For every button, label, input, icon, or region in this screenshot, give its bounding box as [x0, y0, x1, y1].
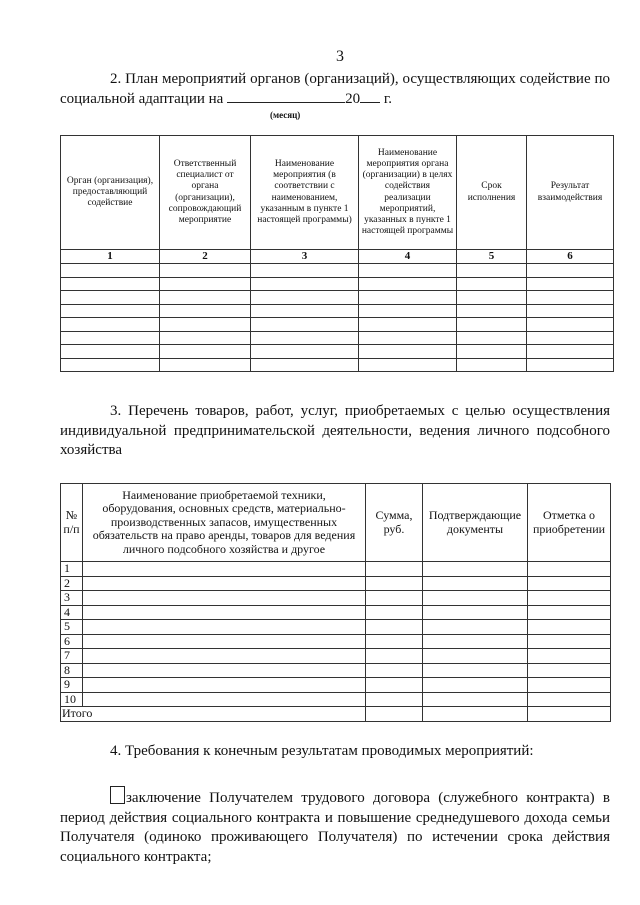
table-cell[interactable]: [251, 304, 359, 318]
requirement-checkbox[interactable]: [110, 786, 125, 804]
table-cell[interactable]: [251, 358, 359, 372]
table-cell[interactable]: [423, 620, 528, 635]
table-row: [61, 291, 614, 305]
header-cell: Наименование приобретаемой техники, оборудования, основных средств, материально-производственных запасов, имущественных обязательств на право аренды, товаров для ведения личного подсобного хозяйства и другое: [83, 484, 366, 562]
table-cell[interactable]: [160, 304, 251, 318]
table-row: [61, 576, 611, 591]
row-number: 6: [61, 634, 83, 649]
total-mark-cell[interactable]: [528, 707, 611, 722]
header-cell: Срок исполнения: [457, 136, 527, 250]
table-cell[interactable]: [61, 358, 160, 372]
table-row: [61, 304, 614, 318]
header-cell: Наименование мероприятия (в соответствии с наименованием, указанным в пункте 1 настоящей программы): [251, 136, 359, 250]
column-number: 6: [527, 250, 614, 264]
table-cell[interactable]: [83, 591, 366, 606]
table-row: [61, 620, 611, 635]
header-cell: Орган (организация), предоставляющий содействие: [61, 136, 160, 250]
table-cell[interactable]: [160, 291, 251, 305]
table-cell[interactable]: [528, 649, 611, 664]
table-cell[interactable]: [528, 678, 611, 693]
plan-table-header: [61, 136, 614, 250]
table-cell[interactable]: [61, 291, 160, 305]
table-cell[interactable]: [423, 692, 528, 707]
row-number: 8: [61, 663, 83, 678]
table-cell[interactable]: [83, 649, 366, 664]
table-cell[interactable]: [457, 304, 527, 318]
table-row: [61, 605, 611, 620]
section2-heading: [60, 70, 610, 109]
table-row: [61, 634, 611, 649]
table-cell[interactable]: [457, 345, 527, 359]
table-cell[interactable]: [160, 264, 251, 278]
row-number: 10: [61, 692, 83, 707]
table-row: [61, 562, 611, 577]
table-row: [61, 678, 611, 693]
header-cell: № п/п: [61, 484, 83, 562]
table-cell[interactable]: [83, 663, 366, 678]
column-number-row: [61, 250, 614, 264]
table-row: [61, 591, 611, 606]
table-cell[interactable]: [251, 345, 359, 359]
table-cell[interactable]: [457, 277, 527, 291]
table-cell[interactable]: [528, 605, 611, 620]
row-number: 4: [61, 605, 83, 620]
table-cell[interactable]: [527, 318, 614, 332]
header-cell: Сумма, руб.: [366, 484, 423, 562]
row-number: 3: [61, 591, 83, 606]
table-cell[interactable]: [61, 277, 160, 291]
table-cell[interactable]: [160, 358, 251, 372]
row-number: 1: [61, 562, 83, 577]
table-row: [61, 264, 614, 278]
table-cell[interactable]: [83, 678, 366, 693]
row-number: 5: [61, 620, 83, 635]
total-docs-cell[interactable]: [423, 707, 528, 722]
table-cell[interactable]: [527, 345, 614, 359]
table-cell[interactable]: [423, 605, 528, 620]
table-cell[interactable]: [366, 576, 423, 591]
table-cell[interactable]: [366, 634, 423, 649]
table-row: [61, 358, 614, 372]
table-cell[interactable]: [160, 331, 251, 345]
table-cell[interactable]: [359, 345, 457, 359]
column-number: 5: [457, 250, 527, 264]
table-cell[interactable]: [527, 277, 614, 291]
table-cell[interactable]: [251, 331, 359, 345]
table-cell[interactable]: [61, 345, 160, 359]
row-number: 2: [61, 576, 83, 591]
row-number: 7: [61, 649, 83, 664]
plan-table: [60, 135, 614, 372]
header-cell: Наименование мероприятия органа (организации) в целях содействия реализации мероприятий, указанных в пункте 1 настоящей программы: [359, 136, 457, 250]
table-cell[interactable]: [423, 634, 528, 649]
table-cell[interactable]: [528, 692, 611, 707]
purchases-table-header: [61, 484, 611, 562]
table-cell[interactable]: [423, 576, 528, 591]
table-cell[interactable]: [366, 620, 423, 635]
table-cell[interactable]: [423, 663, 528, 678]
table-cell[interactable]: [359, 277, 457, 291]
header-cell: Результат взаимодействия: [527, 136, 614, 250]
table-cell[interactable]: [528, 620, 611, 635]
table-cell[interactable]: [528, 591, 611, 606]
table-cell[interactable]: [366, 663, 423, 678]
header-cell: Ответственный специалист от органа (организации), сопровождающий мероприятие: [160, 136, 251, 250]
table-cell[interactable]: [160, 277, 251, 291]
table-cell[interactable]: [366, 678, 423, 693]
header-cell: Отметка о приобретении: [528, 484, 611, 562]
table-cell[interactable]: [83, 562, 366, 577]
table-cell[interactable]: [528, 634, 611, 649]
table-cell[interactable]: [528, 562, 611, 577]
table-cell[interactable]: [359, 331, 457, 345]
table-cell[interactable]: [528, 576, 611, 591]
table-cell[interactable]: [527, 358, 614, 372]
table-cell[interactable]: [457, 318, 527, 332]
table-cell[interactable]: [83, 634, 366, 649]
table-cell[interactable]: [160, 345, 251, 359]
year-blank-field[interactable]: [360, 90, 380, 103]
table-cell[interactable]: [527, 304, 614, 318]
table-cell[interactable]: [423, 678, 528, 693]
table-cell[interactable]: [528, 663, 611, 678]
table-row: [61, 649, 611, 664]
table-cell[interactable]: [61, 304, 160, 318]
table-cell[interactable]: [83, 620, 366, 635]
table-cell[interactable]: [359, 264, 457, 278]
table-cell[interactable]: [251, 264, 359, 278]
table-cell[interactable]: [527, 291, 614, 305]
column-number: 2: [160, 250, 251, 264]
table-cell[interactable]: [61, 264, 160, 278]
table-cell[interactable]: [251, 277, 359, 291]
column-number: 3: [251, 250, 359, 264]
table-cell[interactable]: [423, 649, 528, 664]
table-cell[interactable]: [61, 318, 160, 332]
table-cell[interactable]: [457, 331, 527, 345]
total-label: Итого: [61, 707, 366, 722]
table-row: [61, 277, 614, 291]
header-cell: Подтверждающие документы: [423, 484, 528, 562]
table-row: [61, 663, 611, 678]
table-cell[interactable]: [359, 291, 457, 305]
table-cell[interactable]: [457, 264, 527, 278]
page-number: 3: [336, 48, 344, 65]
month-blank-field[interactable]: [227, 90, 345, 103]
table-cell[interactable]: [160, 318, 251, 332]
column-number: 4: [359, 250, 457, 264]
year-suffix: г.: [383, 90, 393, 107]
table-cell[interactable]: [366, 562, 423, 577]
table-cell[interactable]: [359, 304, 457, 318]
table-cell[interactable]: [366, 692, 423, 707]
table-cell[interactable]: [527, 331, 614, 345]
section3-title: 3. Перечень товаров, работ, услуг, приобретаемых с целью осуществления индивидуальной предпринимательской деятельности, ведения личного подсобного хозяйства: [60, 403, 610, 458]
table-cell[interactable]: [423, 591, 528, 606]
table-cell[interactable]: [83, 692, 366, 707]
month-caption: (месяц): [270, 110, 301, 120]
requirement-text: заключение Получателем трудового договора (служебного контракта) в период действия социального контракта и повышение среднедушевого дохода семьи Получателя (одиноко проживающего Получателя) по истечении срока действия социального контракта;: [60, 790, 610, 865]
table-cell[interactable]: [366, 649, 423, 664]
total-row: [61, 707, 611, 722]
section4-title: 4. Требования к конечным результатам проводимых мероприятий:: [110, 743, 534, 759]
table-cell[interactable]: [359, 358, 457, 372]
total-sum-cell[interactable]: [366, 707, 423, 722]
table-row: [61, 331, 614, 345]
requirement-option: [60, 786, 610, 867]
table-cell[interactable]: [457, 291, 527, 305]
table-cell[interactable]: [251, 318, 359, 332]
table-cell[interactable]: [366, 591, 423, 606]
table-cell[interactable]: [457, 358, 527, 372]
table-cell[interactable]: [366, 605, 423, 620]
table-row: [61, 692, 611, 707]
table-cell[interactable]: [527, 264, 614, 278]
table-row: [61, 345, 614, 359]
table-cell[interactable]: [423, 562, 528, 577]
year-prefix: 20: [345, 90, 361, 107]
table-cell[interactable]: [61, 331, 160, 345]
purchases-table: [60, 483, 611, 722]
section2-title: 2. План мероприятий органов (организаций), осуществляющих содействие по социальной адаптации на: [60, 71, 610, 107]
table-cell[interactable]: [359, 318, 457, 332]
column-number: 1: [61, 250, 160, 264]
table-cell[interactable]: [83, 576, 366, 591]
table-cell[interactable]: [83, 605, 366, 620]
table-row: [61, 318, 614, 332]
table-cell[interactable]: [251, 291, 359, 305]
row-number: 9: [61, 678, 83, 693]
